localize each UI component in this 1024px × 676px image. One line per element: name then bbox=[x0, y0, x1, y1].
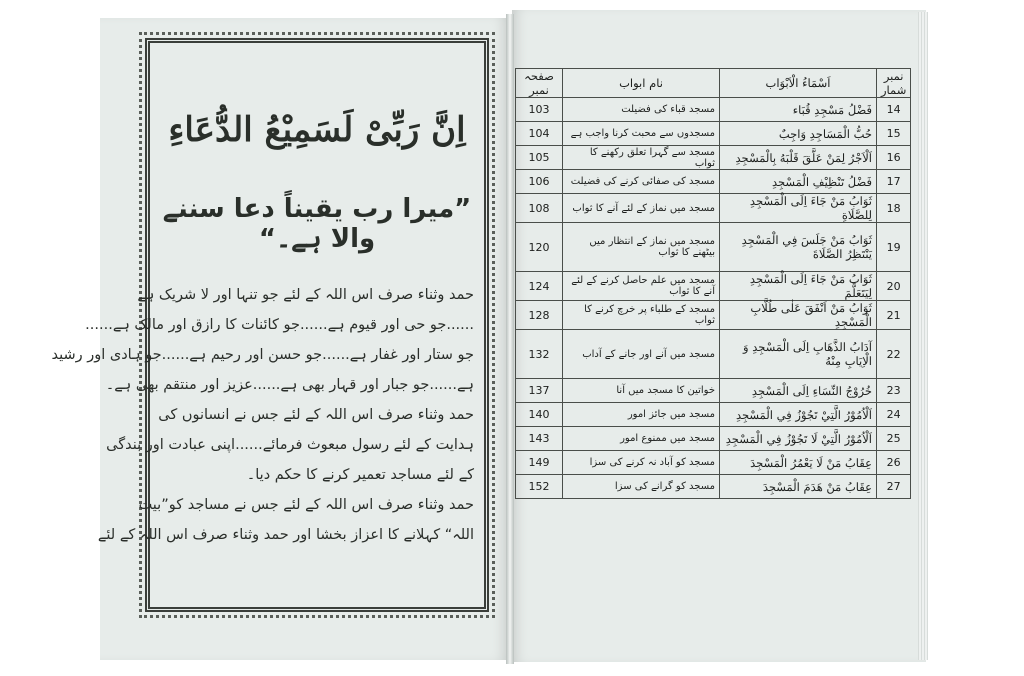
text-line: اللہ“ کہلانے کا اعزاز بخشا اور حمد وثناء صرف اس اللہ کے لئے bbox=[97, 527, 474, 543]
table-row bbox=[516, 301, 911, 330]
urdu-title: مسجدوں سے محبت کرنا واجب ہے bbox=[563, 122, 720, 146]
urdu-title: مسجد سے گہرا تعلق رکھنے کا ثواب bbox=[563, 146, 720, 170]
text-line: کے لئے مساجد تعمیر کرنے کا حکم دیا۔ bbox=[246, 467, 474, 483]
table-row bbox=[516, 146, 911, 170]
row-number: 18 bbox=[877, 194, 911, 223]
table-row bbox=[516, 194, 911, 223]
contents-header-row bbox=[516, 69, 911, 98]
row-number: 14 bbox=[877, 98, 911, 122]
arabic-title: آدَابُ الذَّهَابِ اِلَى الْمَسْجِدِ وَ الْاِيَابِ مِنْهُ bbox=[720, 330, 877, 379]
arabic-title: اَلْاَجْرُ لِمَنْ عَلَّقَ قَلْبَهُ بِالْمَسْجِدِ bbox=[720, 146, 877, 170]
table-row bbox=[516, 98, 911, 122]
text-line: حمد وثناء صرف اس اللہ کے لئے جس نے انسانوں کی bbox=[158, 407, 474, 423]
arabic-title: ثَوَابُ مَنْ جَاءَ اِلَى الْمَسْجِدِ لِيَتَعَلَّمَ bbox=[720, 272, 877, 301]
row-number: 15 bbox=[877, 122, 911, 146]
table-row bbox=[516, 272, 911, 301]
row-number: 20 bbox=[877, 272, 911, 301]
table-row bbox=[516, 122, 911, 146]
page-number: 149 bbox=[516, 451, 563, 475]
urdu-title: مسجد کی صفائی کرنے کی فضیلت bbox=[563, 170, 720, 194]
page-number: 105 bbox=[516, 146, 563, 170]
page-number: 106 bbox=[516, 170, 563, 194]
introduction-text bbox=[51, 280, 474, 550]
page-number: 104 bbox=[516, 122, 563, 146]
row-number: 26 bbox=[877, 451, 911, 475]
row-number: 22 bbox=[877, 330, 911, 379]
arabic-title: فَضْلُ تَنْظِيْفِ الْمَسْجِدِ bbox=[720, 170, 877, 194]
page-number: 152 bbox=[516, 475, 563, 499]
header-number: نمبر شمار bbox=[877, 69, 911, 98]
arabic-title: فَضْلُ مَسْجِدِ قُبَاء bbox=[720, 98, 877, 122]
urdu-title: مسجد میں نماز کے لئے آنے کا ثواب bbox=[563, 194, 720, 223]
table-row bbox=[516, 403, 911, 427]
row-number: 19 bbox=[877, 223, 911, 272]
text-line: حمد وثناء صرف اس اللہ کے لئے جو تنہا اور لا شریک ہے bbox=[137, 287, 474, 303]
arabic-title: خُرُوْجُ النِّسَاءِ اِلَى الْمَسْجِدِ bbox=[720, 379, 877, 403]
urdu-title: مسجد کو آباد نہ کرنے کی سزا bbox=[563, 451, 720, 475]
contents-rows bbox=[516, 98, 911, 499]
urdu-title: مسجد میں علم حاصل کرنے کے لئے آنے کا ثواب bbox=[563, 272, 720, 301]
framed-content bbox=[51, 52, 474, 598]
urdu-title: مسجد کو گرانے کی سزا bbox=[563, 475, 720, 499]
arabic-title: اَلْاُمُوْرُ الَّتِيْ تَجُوْزُ فِي الْمَسْجِدِ bbox=[720, 403, 877, 427]
table-row bbox=[516, 170, 911, 194]
book-spine bbox=[506, 14, 514, 664]
page-edges bbox=[918, 12, 928, 660]
page-number: 128 bbox=[516, 301, 563, 330]
page-number: 124 bbox=[516, 272, 563, 301]
contents-table bbox=[515, 68, 911, 499]
table-row bbox=[516, 223, 911, 272]
row-number: 16 bbox=[877, 146, 911, 170]
row-number: 27 bbox=[877, 475, 911, 499]
urdu-title: مسجد میں جائز امور bbox=[563, 403, 720, 427]
page-number: 108 bbox=[516, 194, 563, 223]
urdu-title: مسجد کے طلباء پر خرچ کرنے کا ثواب bbox=[563, 301, 720, 330]
text-line: ہے......جو جبار اور قہار بھی ہے......عزیز اور منتقم بھی ہے۔ bbox=[105, 377, 474, 393]
text-line: جو ستار اور غفار ہے......جو حسن اور رحیم ہے......جو ہادی اور رشید bbox=[51, 347, 474, 363]
arabic-title: حُبُّ الْمَسَاجِدِ وَاجِبٌ bbox=[720, 122, 877, 146]
urdu-title: خواتین کا مسجد میں آنا bbox=[563, 379, 720, 403]
table-row bbox=[516, 330, 911, 379]
header-arabic-titles: اَسْمَاءُ الْاَبْوَاب bbox=[720, 69, 877, 98]
text-line: حمد وثناء صرف اس اللہ کے لئے جس نے مساجد کو”بیت bbox=[138, 497, 474, 513]
arabic-title: ثَوَابُ مَنْ اَنْفَقَ عَلٰى طُلَّابِ الْمَسْجِدِ bbox=[720, 301, 877, 330]
page-number: 132 bbox=[516, 330, 563, 379]
verse-translation: ”میرا رب یقیناً دعا سننے والا ہے۔“ bbox=[162, 194, 472, 254]
table-row bbox=[516, 451, 911, 475]
row-number: 17 bbox=[877, 170, 911, 194]
arabic-title: ثَوَابُ مَنْ جَلَسَ فِي الْمَسْجِدِ يَنْتَظِرُ الصَّلَاةَ bbox=[720, 223, 877, 272]
table-row bbox=[516, 475, 911, 499]
row-number: 21 bbox=[877, 301, 911, 330]
row-number: 24 bbox=[877, 403, 911, 427]
urdu-title: مسجد میں نماز کے انتظار میں بیٹھنے کا ثواب bbox=[563, 223, 720, 272]
row-number: 25 bbox=[877, 427, 911, 451]
quranic-verse: اِنَّ رَبِّیْ لَسَمِیْعُ الدُّعَاءِ bbox=[168, 110, 466, 150]
arabic-title: ثَوَابُ مَنْ جَاءَ اِلَى الْمَسْجِدِ لِلصَّلَاةِ bbox=[720, 194, 877, 223]
row-number: 23 bbox=[877, 379, 911, 403]
table-row bbox=[516, 427, 911, 451]
page-number: 140 bbox=[516, 403, 563, 427]
arabic-title: اَلْاُمُوْرُ الَّتِيْ لَا تَجُوْزُ فِي الْمَسْجِدِ bbox=[720, 427, 877, 451]
header-urdu-titles: نام ابواب bbox=[563, 69, 720, 98]
table-row bbox=[516, 379, 911, 403]
urdu-title: مسجد میں آنے اور جانے کے آداب bbox=[563, 330, 720, 379]
header-page: صفحہ نمبر bbox=[516, 69, 563, 98]
page-number: 120 bbox=[516, 223, 563, 272]
text-line: ہدایت کے لئے رسول مبعوث فرمائے......اپنی عبادت اور بندگی bbox=[106, 437, 474, 453]
page-number: 103 bbox=[516, 98, 563, 122]
urdu-title: مسجد قباء کی فضیلت bbox=[563, 98, 720, 122]
page-number: 137 bbox=[516, 379, 563, 403]
arabic-title: عِقَابُ مَنْ لَا يَعْمُرُ الْمَسْجِدَ bbox=[720, 451, 877, 475]
urdu-title: مسجد میں ممنوع امور bbox=[563, 427, 720, 451]
page-number: 143 bbox=[516, 427, 563, 451]
arabic-title: عِقَابُ مَنْ هَدَمَ الْمَسْجِدَ bbox=[720, 475, 877, 499]
text-line: ......جو حی اور قیوم ہے......جو کائنات کا رازق اور مالک ہے...... bbox=[85, 317, 474, 333]
